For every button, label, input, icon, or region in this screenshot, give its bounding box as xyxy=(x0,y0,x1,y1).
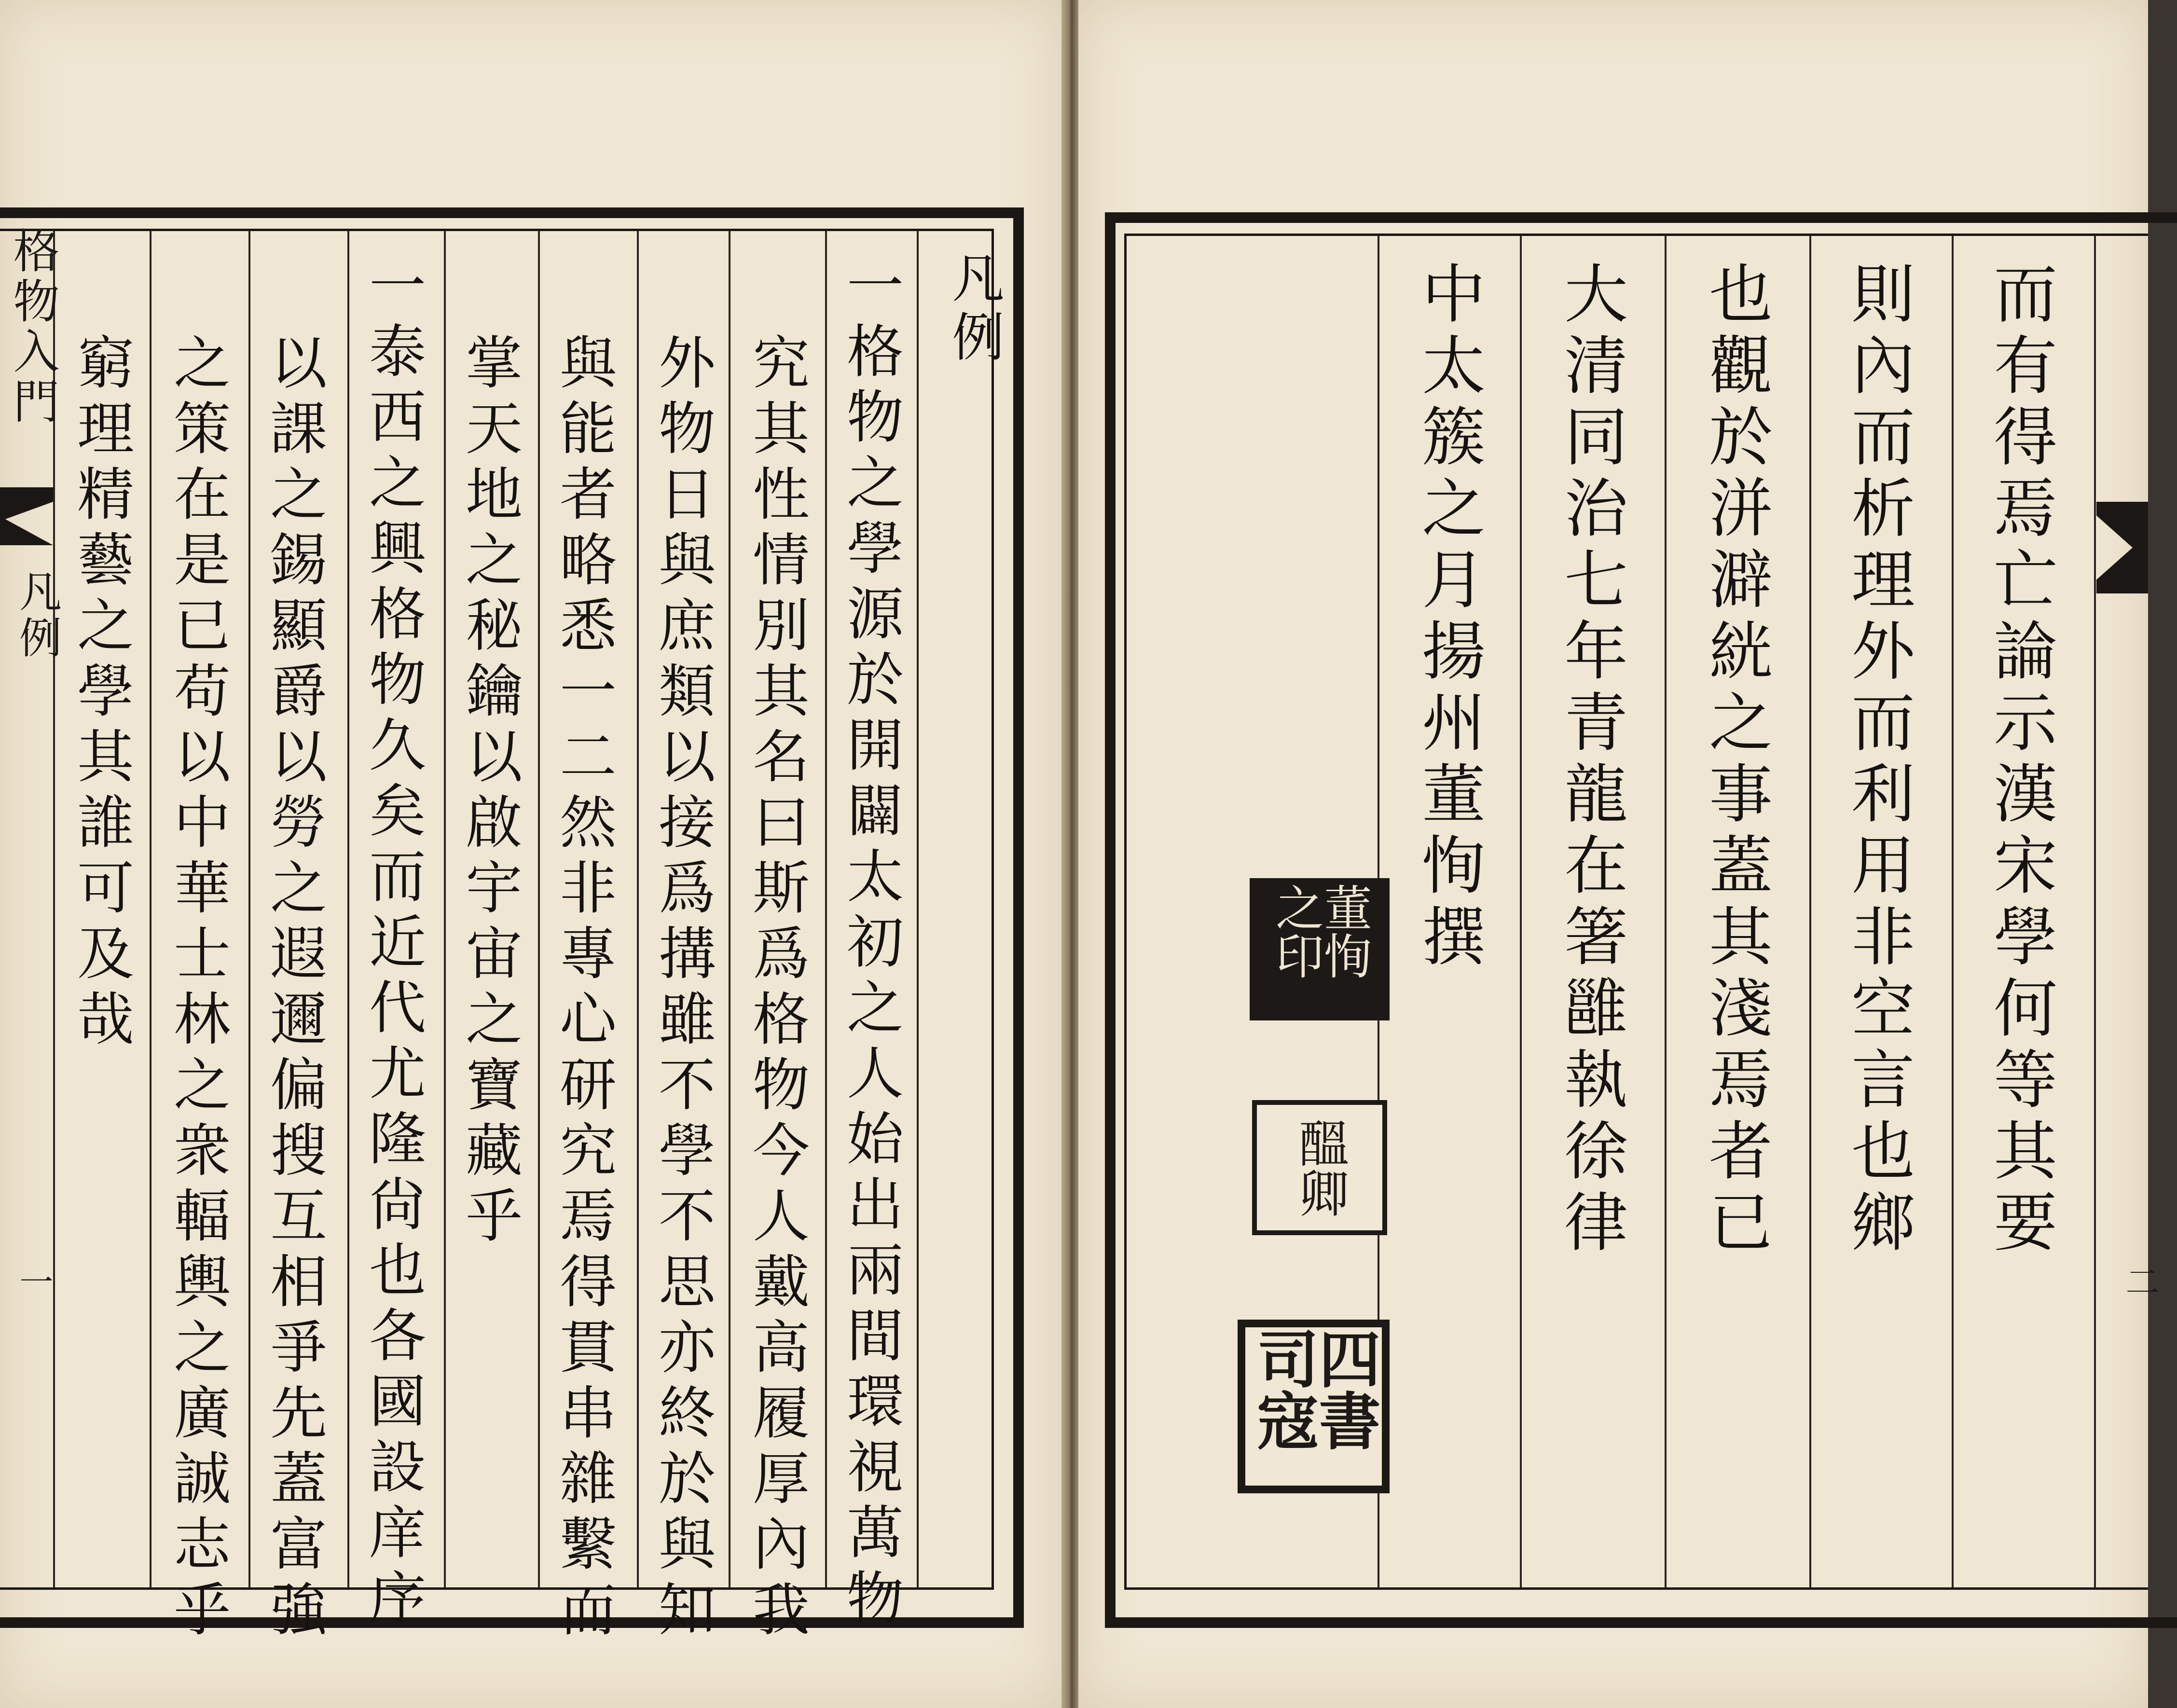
left-inner-right-line xyxy=(992,229,994,1589)
left-folio: 一 xyxy=(14,1264,54,1298)
right-page xyxy=(1078,0,2160,1708)
text-column-9: 窮理精藝之學其誰可及哉 xyxy=(68,333,134,1055)
left-inner-top-line xyxy=(0,229,994,231)
book-gutter xyxy=(1061,0,1078,1708)
text-column-4: 大清同治七年青龍在箸雝執徐律 xyxy=(1553,261,1627,1260)
right-folio: 二 xyxy=(2120,1264,2160,1298)
text-column-2: 究其性情別其名曰斯爲格物今人戴高履厚內我 xyxy=(743,333,810,1645)
spine-title: 格物入門 xyxy=(6,227,60,427)
column-rule xyxy=(825,231,827,1587)
text-column-4: 與能者略悉一二然非專心研究焉得貫串雜繫而 xyxy=(550,333,617,1645)
column-rule xyxy=(53,231,55,1587)
seal-dong-xun xyxy=(1250,878,1390,1020)
column-rule xyxy=(347,231,349,1587)
column-rule xyxy=(1809,235,1811,1587)
right-inner-left-line xyxy=(1124,234,1127,1589)
column-rule xyxy=(1520,235,1522,1587)
seal-dong-xun-text: 董恂之印 xyxy=(1268,883,1372,979)
seal-sishu-sikou xyxy=(1238,1320,1390,1493)
spine-section: 凡例 xyxy=(13,569,62,662)
section-heading: 凡例 xyxy=(943,251,1004,369)
column-rule xyxy=(637,231,639,1587)
text-column-7: 以課之錫顯爵以勞之遐邇偏搜互相爭先蓋富強 xyxy=(261,333,327,1645)
text-column-6: 一泰西之興格物久矣而近代尤隆尙也各國設庠序 xyxy=(359,256,426,1634)
text-column-5: 掌天地之秘鑰以啟宇宙之寶藏乎 xyxy=(456,333,523,1252)
column-rule xyxy=(1665,235,1667,1587)
right-inner-top-line xyxy=(1124,234,2148,236)
text-column-1: 一格物之學源於開闢太初之人始出兩間環視萬物 xyxy=(837,256,904,1634)
column-rule xyxy=(917,231,919,1587)
column-rule xyxy=(150,231,152,1587)
left-page xyxy=(0,0,1061,1708)
column-rule xyxy=(538,231,540,1587)
column-rule xyxy=(444,231,446,1587)
text-column-3: 也觀於洴澼絖之事蓋其淺焉者已 xyxy=(1698,261,1772,1260)
column-rule xyxy=(248,231,250,1587)
column-rule xyxy=(2094,235,2096,1587)
text-column-3: 外物日與庶類以接爲搆雖不學不思亦終於與知 xyxy=(649,333,716,1645)
seal-yun-qing-text: 醞卿 xyxy=(1290,1117,1349,1218)
text-column-2: 則內而析理外而利用非空言也鄉 xyxy=(1840,261,1915,1260)
text-column-8: 之策在是已苟以中華士林之衆輻輿之廣誠志乎 xyxy=(164,333,231,1645)
column-rule xyxy=(729,231,730,1587)
seal-yun-qing xyxy=(1252,1100,1387,1235)
text-column-5: 中太簇之月揚州董恂撰 xyxy=(1411,261,1485,975)
seal-sishu-sikou-text: 四書司寇 xyxy=(1246,1327,1381,1451)
right-inner-bottom-line xyxy=(1124,1587,2148,1590)
column-rule xyxy=(1952,235,1954,1587)
text-column-1: 而有得焉亡論示漢宋學何等其要 xyxy=(1983,261,2057,1260)
